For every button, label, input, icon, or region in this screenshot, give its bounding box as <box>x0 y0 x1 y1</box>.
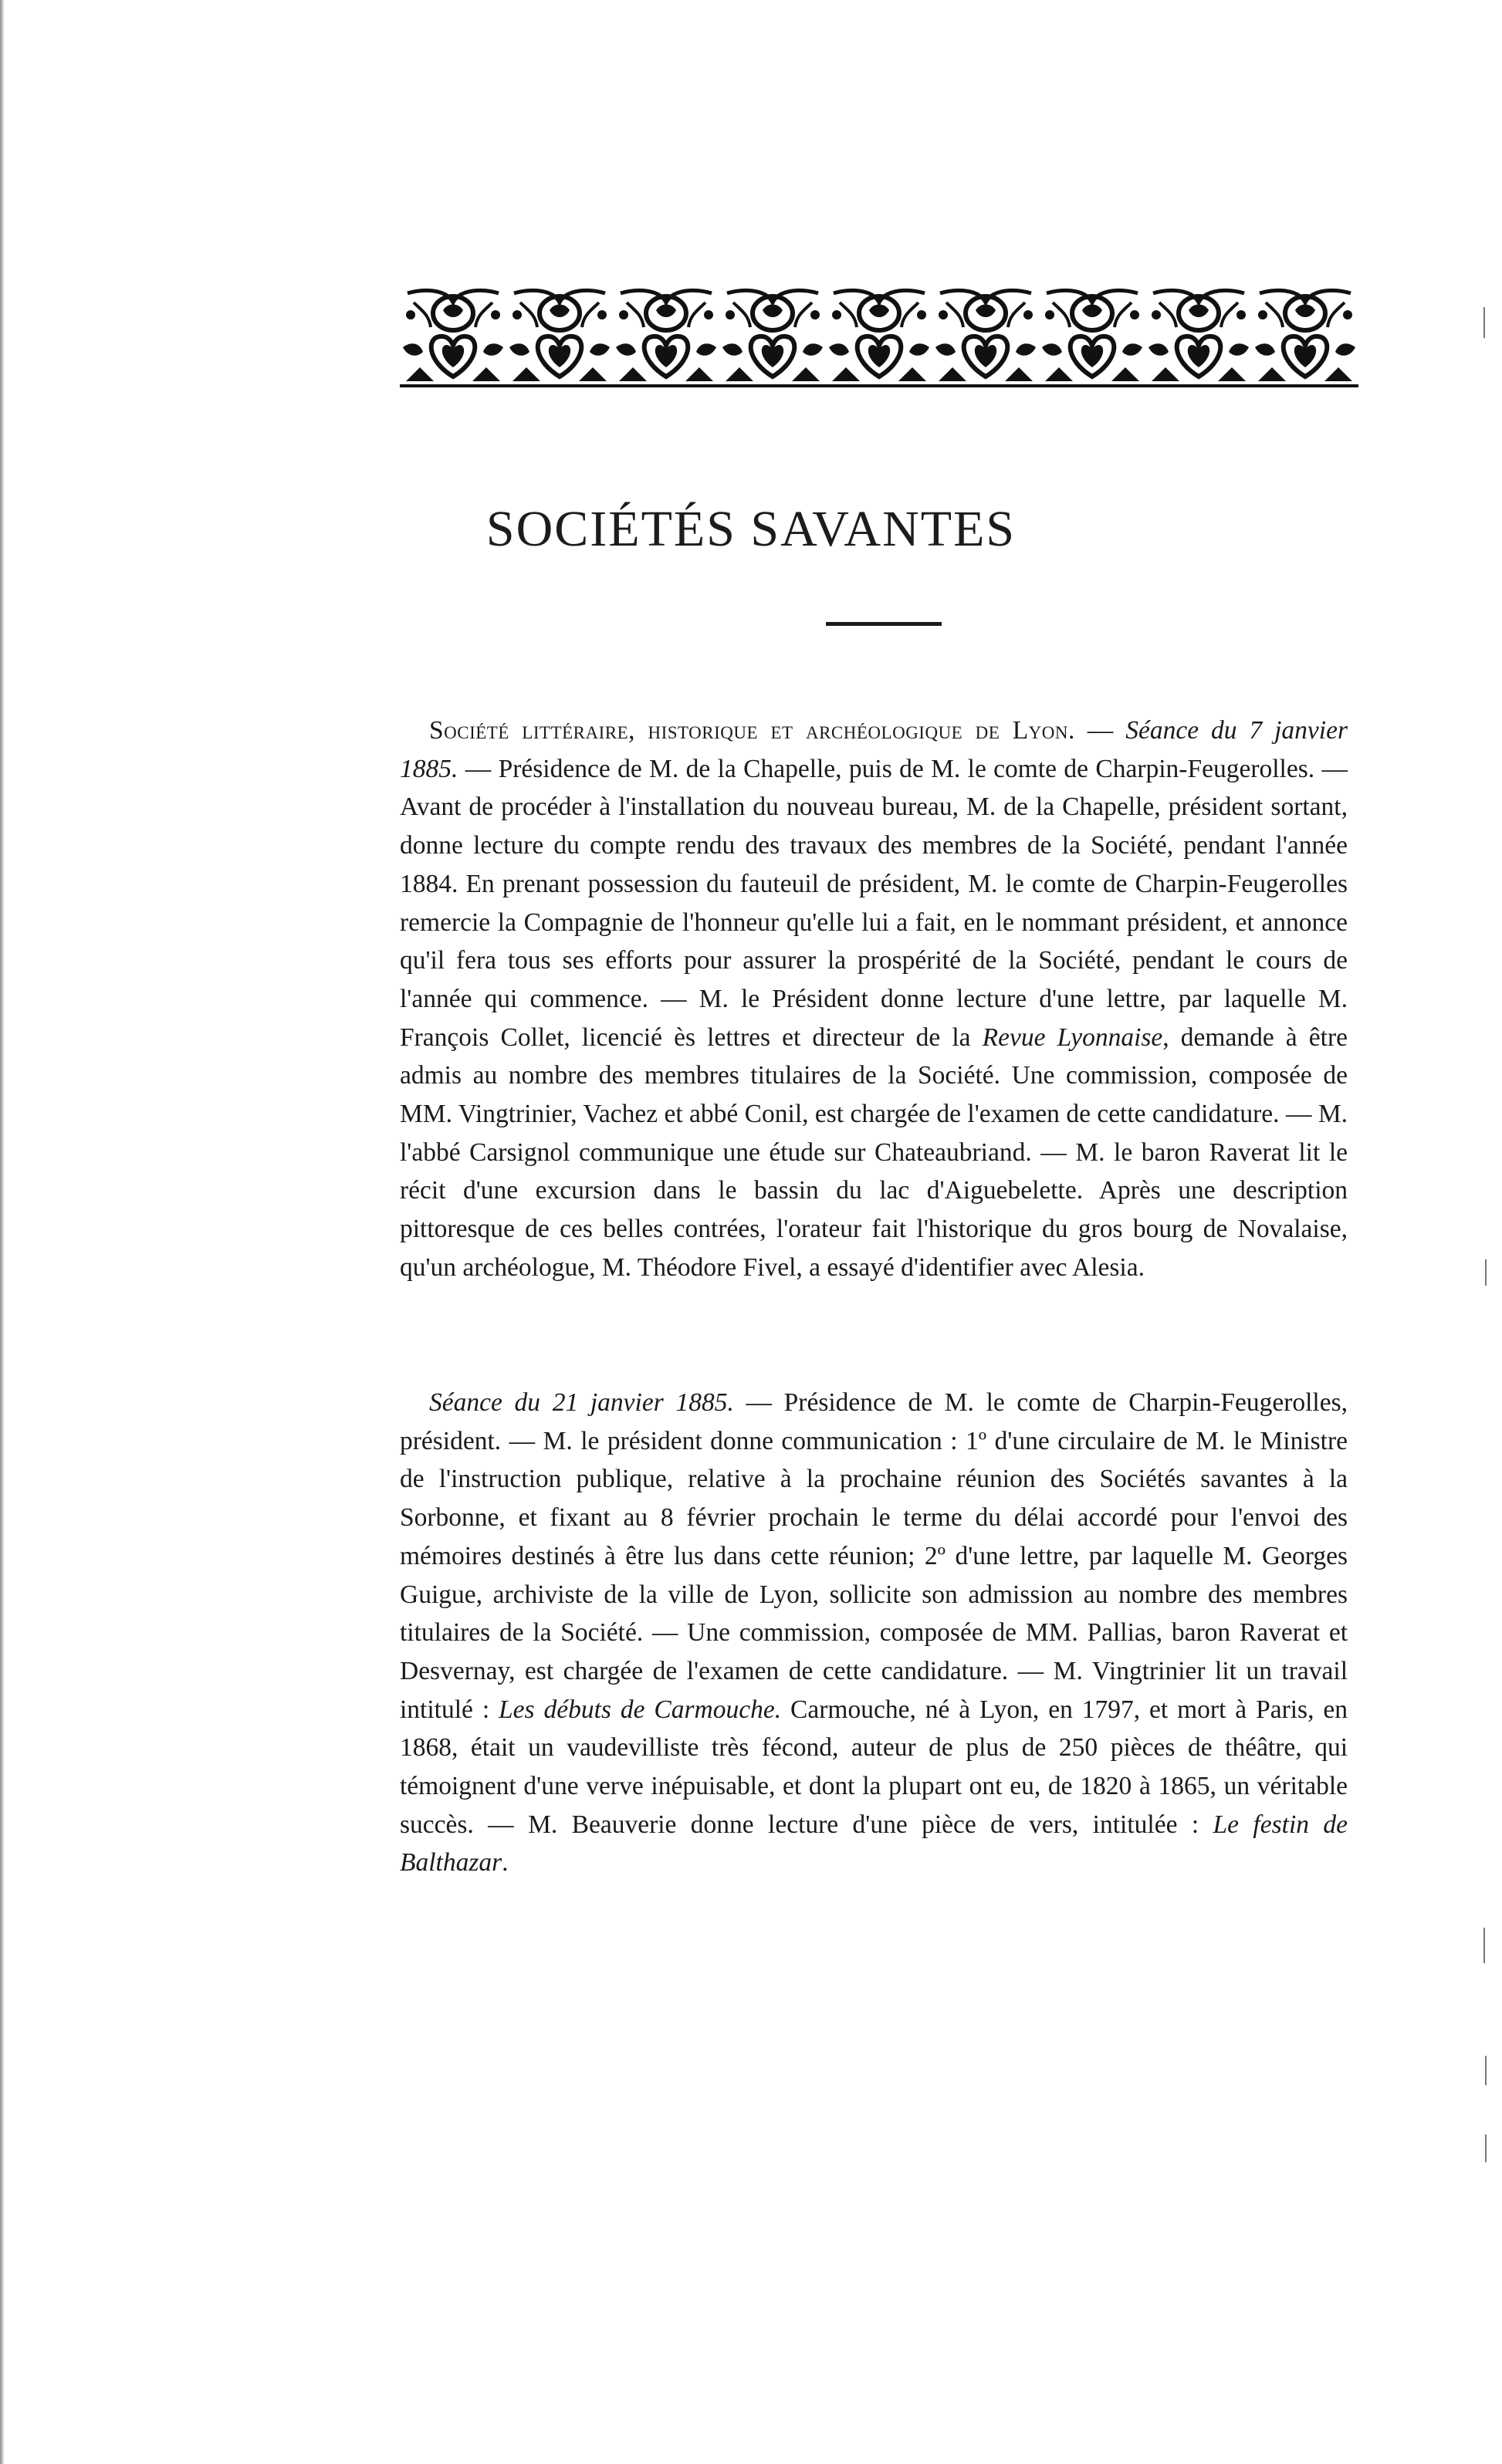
seance-text-1b: , demande à être admis au nombre des membres titulaires de la Société. Une commission, composée de MM. Vingtrinier, Vachez et abbé Conil, est chargée de l'examen de cette candidature. — M. l'abbé Carsignol communique une étude sur Chateaubriand. — M. le baron Raverat lit le récit d'une excursion dans le bassin du lac d'Aiguebelette. Après une description pittoresque de ces belles contrées, l'orateur fait l'historique du gros bourg de Novalaise, qu'un archéologue, M. Théodore Fivel, a essayé d'identifier avec Alesia. <box>400 1022 1348 1282</box>
seance-date-1: Séance du 7 janvier 1885. <box>400 716 1348 783</box>
title-rule <box>826 622 942 626</box>
seance-text-1a: — Présidence de M. de la Chapelle, puis de M. le comte de Charpin-Feugerolles. — Avant de procéder à l'installation du nouveau bureau, M. de la Chapelle, président sortant, donne lecture du compte rendu des travaux des membres de la Société, pendant l'année 1884. En prenant possession du fauteuil de président, M. le comte de Charpin-Feugerolles remercie la Compagnie de l'honneur qu'elle lui a fait, en le nommant président, et annonce qu'il fera tous ses efforts pour assurer la prospérité de la Société, pendant le cours de l'année qui commence. — M. le Président donne lecture d'une lettre, par laquelle M. François Collet, licencié ès lettres et directeur de la <box>400 754 1348 1052</box>
fleuron-band-icon <box>400 287 1358 389</box>
work-title-2: Le festin de Balthazar <box>400 1810 1348 1878</box>
margin-mark <box>1485 1259 1487 1286</box>
journal-title: Revue Lyonnaise <box>982 1022 1163 1052</box>
margin-mark <box>1483 307 1485 338</box>
seance-text-2a: — Présidence de M. le comte de Charpin-Feugerolles, président. — M. le président donne communication : 1º d'une circulaire de M. le Ministre de l'instruction publique, relative à la prochaine réunion des Sociétés savantes à la Sorbonne, et fixant au 8 février prochain le terme du délai accordé pour l'envoi des mémoires destinés à être lus dans cette réunion; 2º d'une lettre, par laquelle M. Georges Guigue, archiviste de la ville de Lyon, sollicite son admission au nombre des membres titulaires de la Société. — Une commission, composée de MM. Pallias, baron Raverat et Desvernay, est chargée de l'examen de cette candidature. — M. Vingtrinier lit un travail intitulé : <box>400 1388 1348 1724</box>
margin-mark <box>1483 1928 1485 1963</box>
seance-end: . <box>502 1848 509 1878</box>
page-edge-shadow <box>0 0 5 2464</box>
margin-mark <box>1485 2056 1487 2085</box>
society-name: Société littéraire, historique et archéologique de Lyon. <box>429 716 1075 745</box>
seance-date-2: Séance du 21 janvier 1885. <box>429 1388 734 1417</box>
seance-text-2b: Carmouche, né à Lyon, en 1797, et mort à Paris, en 1868, était un vaudevilliste très fécond, auteur de plus de 250 pièces de théâtre, qui témoignent d'une verve inépuisable, et dont la plupart ont eu, de 1820 à 1865, un véritable succès. — M. Beauverie donne lecture d'une pièce de vers, intitulée : <box>400 1695 1348 1839</box>
seance-paragraph-2 <box>400 1384 1348 1882</box>
seance-paragraph-1 <box>400 711 1348 1287</box>
work-title-1: Les débuts de Carmouche. <box>499 1695 782 1724</box>
separator-dash: — <box>1074 716 1126 745</box>
margin-mark <box>1485 2134 1487 2162</box>
page-title: SOCIÉTÉS SAVANTES <box>485 501 1017 557</box>
